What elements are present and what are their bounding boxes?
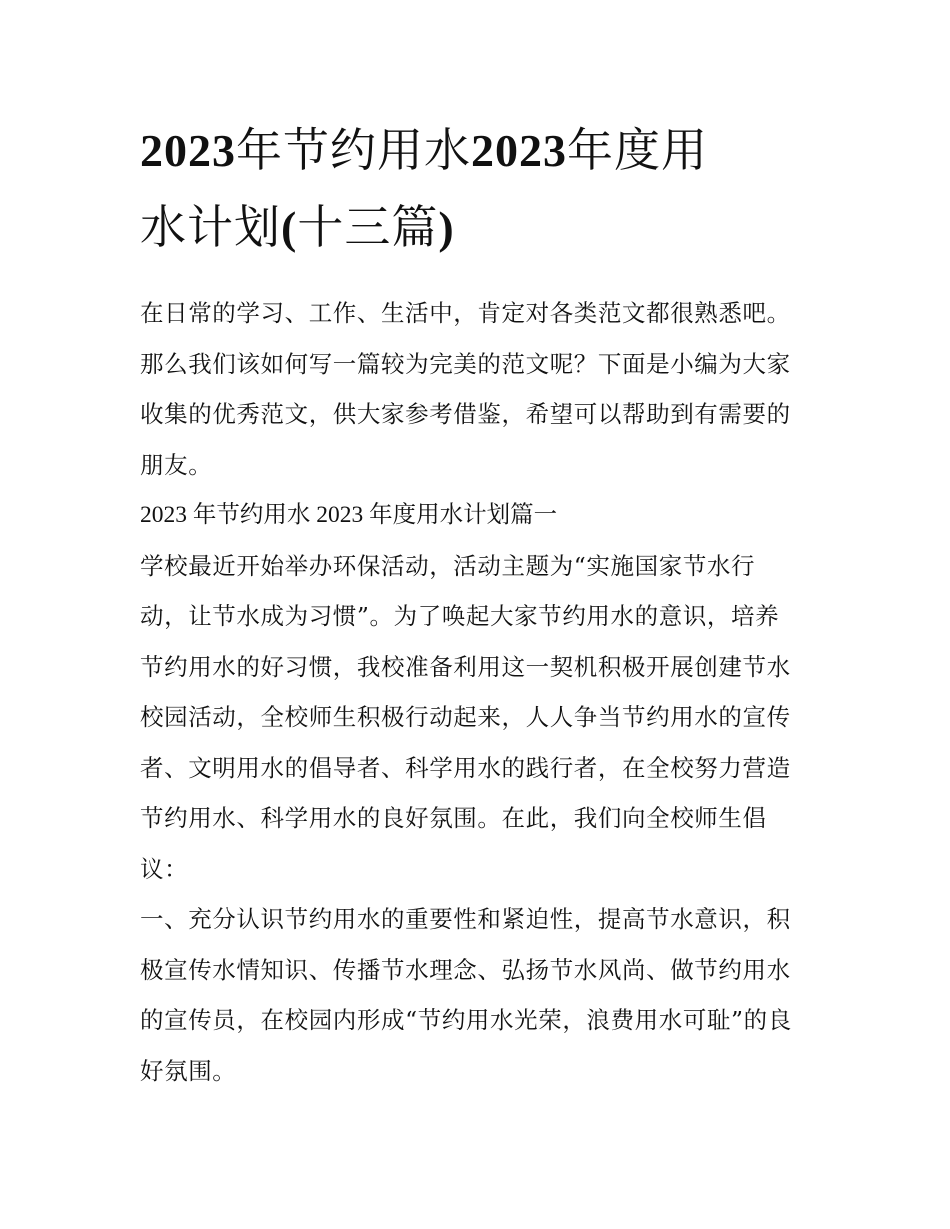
- document-page: [140, 112, 812, 1096]
- body-content: [140, 541, 812, 1097]
- body-line: 学校最近开始举办环保活动，活动主题为“实施国家节水行: [140, 551, 756, 580]
- body-line: 校园活动，全校师生积极行动起来，人人争当节约用水的宣传: [140, 703, 791, 731]
- title-text: 十三篇: [297, 200, 439, 254]
- body-paragraph: [140, 894, 812, 1096]
- intro-line: 朋友。: [140, 450, 213, 479]
- body-line: 好氛围。: [140, 1056, 237, 1085]
- body-line: 一、充分认识节约用水的重要性和紧迫性，提高节水意识，积: [140, 905, 791, 933]
- title-text: ): [438, 202, 455, 253]
- intro-paragraph: [140, 288, 812, 490]
- title-text: 水计划: [140, 200, 281, 254]
- title-line: [140, 189, 812, 266]
- document-title: [140, 112, 812, 266]
- title-text: 2023: [471, 125, 567, 176]
- title-line: [140, 112, 812, 189]
- title-text: (: [281, 202, 298, 253]
- body-paragraph: [140, 541, 812, 895]
- body-line: 者、文明用水的倡导者、科学用水的践行者，在全校努力营造: [140, 753, 791, 782]
- body-line: 节约用水、科学用水的良好氛围。在此，我们向全校师生倡: [140, 804, 767, 832]
- intro-line: 收集的优秀范文，供大家参考借鉴，希望可以帮助到有需要的: [140, 400, 791, 428]
- title-text: 年节约用水: [236, 123, 471, 177]
- body-line: 节约用水的好习惯，我校准备利用这一契机积极开展创建节水: [140, 652, 791, 681]
- body-line: 动，让节水成为习惯”。为了唤起大家节约用水的意识，培养: [140, 602, 780, 630]
- body-line: 的宣传员，在校园内形成“节约用水光荣，浪费用水可耻”的良: [140, 1006, 792, 1034]
- intro-line: 在日常的学习、工作、生活中，肯定对各类范文都很熟悉吧。: [140, 299, 791, 327]
- title-text: 年度用: [567, 123, 708, 177]
- title-text: 2023: [140, 125, 236, 176]
- body-line: 极宣传水情知识、传播节水理念、弘扬节水风尚、做节约用水: [140, 955, 791, 984]
- intro-line: 那么我们该如何写一篇较为完美的范文呢？下面是小编为大家: [140, 349, 791, 378]
- section-heading: 2023 年节约用水 2023 年度用水计划篇一: [140, 502, 558, 528]
- body-line: 议：: [140, 854, 189, 883]
